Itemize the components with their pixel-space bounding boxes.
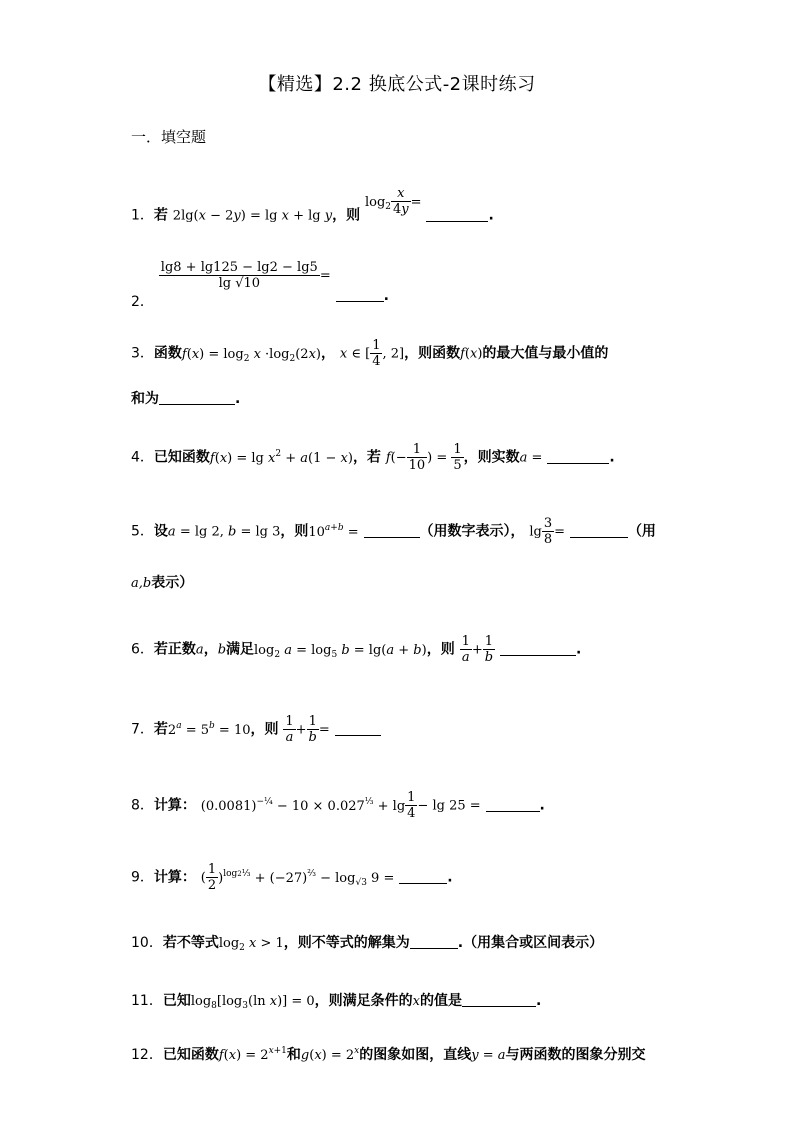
question-12: 12．已知函数$f(x) = 2^{x+1}$和$g(x) = 2^x$的图象如图，直线y = a与两函数的图象分别交	[131, 1046, 646, 1063]
math-fraction: $\frac{1}{b}$	[308, 714, 317, 745]
math-expression: $f(x) = \lg x^2 + a(1 - x)$	[209, 448, 353, 466]
question-number: 12．	[131, 1047, 163, 1063]
question-number: 11．	[131, 993, 163, 1009]
question-10: 10．若不等式$\log_2 x > 1$，则不等式的解集为 .（用集合或区间表示）	[131, 935, 604, 953]
math-expression: $\log_2 a = \log_5 b = \lg(a + b)$	[254, 642, 427, 660]
math-fraction: $\frac{1}{5}$	[453, 442, 462, 473]
math-fraction: $\frac{1}{4}$	[372, 338, 381, 369]
math-fraction: $\frac{1}{a}$	[285, 714, 294, 745]
question-number: 8．	[131, 797, 154, 814]
question-number: 5．	[131, 523, 154, 540]
question-number: 7．	[131, 721, 154, 738]
math-expression: $\log_2$	[364, 194, 392, 212]
question-5: 5．设a = lg 2, b = lg 3，则$10^{a+b}$ = （用数字表示）， lg $\frac{3}{8}$ = （用	[131, 516, 656, 547]
math-expression: $f(x) = \log_2 x \cdot\log_2(2x)$	[181, 346, 321, 364]
question-number: 2．	[131, 293, 154, 310]
question-1: 1．若 2lg(x − 2y) = lg x + lg y，则 $\log_2$ $\frac{x}{4y}$ = .	[131, 186, 494, 224]
answer-blank[interactable]	[547, 449, 609, 464]
question-number: 3．	[131, 345, 154, 362]
math-fraction: $\frac{1}{b}$	[484, 634, 494, 665]
math-fraction: $\frac{\lg 8 + \lg 125 - \lg 2 - \lg 5}{\lg √10}$	[160, 260, 318, 291]
math-expression: x ∈ [	[339, 346, 371, 362]
question-4: 4．已知函数$f(x) = \lg x^2 + a(1 - x)$，若 f(− $\frac{1}{10}$ ) = $\frac{1}{5}$ ，则实数a = .	[131, 442, 615, 473]
answer-blank[interactable]	[336, 287, 384, 302]
answer-blank[interactable]	[462, 992, 536, 1007]
math-expression: 2lg(x − 2y) = lg x + lg y	[172, 208, 333, 224]
page-title: 【精选】2.2 换底公式-2课时练习	[258, 74, 536, 95]
answer-blank[interactable]	[335, 721, 381, 736]
section-heading: 一．填空题	[131, 128, 207, 146]
answer-blank[interactable]	[364, 523, 420, 538]
math-expression: $\log_8[\log_3(\ln$ x)] = 0	[190, 994, 315, 1011]
math-fraction: $\frac{1}{10}$	[408, 442, 426, 473]
answer-blank[interactable]	[486, 797, 540, 812]
question-number: 6．	[131, 641, 154, 658]
question-8: 8．计算： $(0.0081)^{-\frac{1}{4}} - 10 \times 0.027^{\frac{1}{3}} + \lg$ $\frac{1}{4}$ − lg 25 = .	[131, 790, 545, 821]
question-number: 10．	[131, 935, 163, 951]
math-fraction: $\frac{1}{2}$	[207, 862, 217, 893]
answer-blank[interactable]	[500, 641, 576, 656]
question-3: 3．函数$f(x) = \log_2 x \cdot\log_2(2x)$， x ∈ [ $\frac{1}{4}$ , 2]，则函数f(x)的最大值与最小值的	[131, 338, 609, 369]
question-number: 1．	[131, 207, 154, 224]
question-3-line2: 和为 .	[131, 391, 241, 407]
math-fraction: $\frac{1}{4}$	[407, 790, 416, 821]
question-11: 11．已知$\log_8[\log_3(\ln$ x)] = 0，则满足条件的x的值是 .	[131, 993, 542, 1011]
question-7: 7．若$2^a = 5^b = 10$，则 $\frac{1}{a}$ + $\frac{1}{b}$ =	[131, 714, 381, 745]
math-expression: y = a	[471, 1048, 506, 1063]
math-fraction: $\frac{x}{4y}$	[393, 186, 409, 217]
math-fraction: $\frac{1}{a}$	[461, 634, 470, 665]
math-fraction: $\frac{3}{8}$	[543, 516, 553, 547]
math-expression: $f(x) = 2^{x+1}$	[218, 1046, 287, 1063]
question-9: 9．计算： ( $\frac{1}{2}$ )$^{log2\frac{1}{3}} + (-27)^{\frac{2}{3}} - \log_{√3} 9$ = .	[131, 862, 453, 893]
question-5-line2: a,b表示）	[131, 575, 194, 591]
math-expression: a = lg 2, b = lg 3	[167, 524, 281, 540]
answer-blank[interactable]	[410, 934, 458, 949]
answer-blank[interactable]	[570, 523, 628, 538]
answer-blank[interactable]	[399, 869, 447, 884]
question-6: 6．若正数a，b满足$\log_2 a = \log_5 b = \lg(a + b)$，则 $\frac{1}{a}$ + $\frac{1}{b}$ .	[131, 634, 582, 665]
math-expression: $2^a = 5^b = 10$	[167, 720, 251, 738]
answer-blank[interactable]	[426, 207, 488, 222]
question-number: 4．	[131, 449, 154, 466]
answer-blank[interactable]	[159, 390, 235, 405]
question-2: 2． $\frac{\lg 8 + \lg 125 - \lg 2 - \lg 5}{\lg √10}$ = .	[131, 260, 389, 310]
math-expression: $g(x) = 2^x$	[300, 1046, 360, 1063]
question-number: 9．	[131, 869, 154, 886]
math-expression: $\log_2 x > 1$	[218, 936, 284, 953]
math-expression: $(0.0081)^{-\frac{1}{4}} - 10 \times 0.027^{\frac{1}{3}} + \lg$	[200, 796, 406, 814]
